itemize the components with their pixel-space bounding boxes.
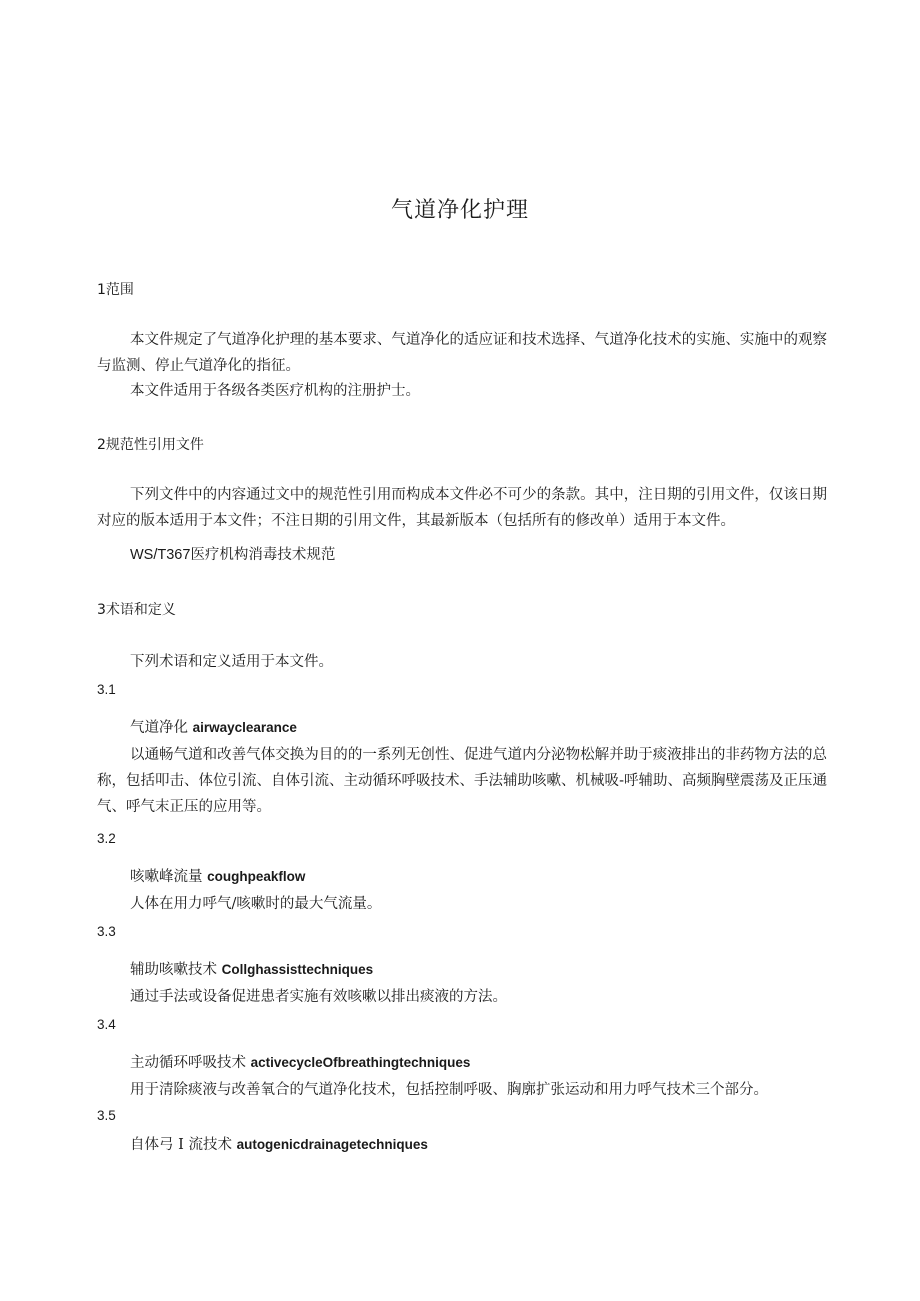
term-zh: 气道净化 [130, 720, 188, 736]
reference-item [130, 543, 335, 564]
term-zh: 辅助咳嗽技术 [130, 962, 217, 978]
normative-references-paragraph: 下列文件中的内容通过文中的规范性引用而构成本文件必不可少的条款。其中，注日期的引用文件，仅该日期对应的版本适用于本文件；不注日期的引用文件，其最新版本（包括所有的修改单）适用于本文件。 [97, 487, 827, 529]
term-en: activecycleOfbreathingtechniques [250, 1055, 471, 1070]
term-number: 3.2 [97, 831, 116, 846]
terms-intro: 下列术语和定义适用于本文件。 [130, 654, 333, 670]
term-zh: 自体弓 I 流技术 [130, 1137, 232, 1153]
term-title [130, 716, 297, 737]
reference-code: WS/T367 [130, 547, 191, 563]
document-title: 气道净化护理 [390, 198, 529, 223]
scope-applicability: 本文件适用于各级各类医疗机构的注册护士。 [130, 383, 420, 399]
term-title [130, 958, 373, 979]
term-number: 3.5 [97, 1108, 116, 1123]
term-zh: 咳嗽峰流量 [130, 869, 203, 885]
term-definition: 用于清除痰液与改善氧合的气道净化技术，包括控制呼吸、胸廓扩张运动和用力呼气技术三个部分。 [130, 1082, 768, 1098]
section-heading-scope: 1范围 [97, 282, 134, 298]
term-title [130, 1051, 470, 1072]
term-number: 3.1 [97, 682, 116, 697]
scope-paragraph: 本文件规定了气道净化护理的基本要求、气道净化的适应证和技术选择、气道净化技术的实施、实施中的观察与监测、停止气道净化的指征。 [97, 332, 827, 374]
section-heading-normative-references: 2规范性引用文件 [97, 437, 204, 453]
term-definition: 通过手法或设备促进患者实施有效咳嗽以排出痰液的方法。 [130, 989, 507, 1005]
term-number: 3.4 [97, 1017, 116, 1032]
term-zh: 主动循环呼吸技术 [130, 1055, 246, 1071]
term-definition: 人体在用力呼气/咳嗽时的最大气流量。 [130, 896, 382, 912]
term-en: airwayclearance [192, 720, 297, 735]
term-en: autogenicdrainagetechniques [236, 1137, 428, 1152]
section-heading-terms: 3术语和定义 [97, 602, 176, 618]
reference-title: 医疗机构消毒技术规范 [190, 547, 336, 563]
term-definition: 以通畅气道和改善气体交换为目的的一系列无创性、促进气道内分泌物松解并助于痰液排出的非药物方法的总称，包括叩击、体位引流、自体引流、主动循环呼吸技术、手法辅助咳嗽、机械吸-呼辅助、高频胸壁震荡及正压通气、呼气末正压的应用等。 [97, 747, 827, 815]
term-number: 3.3 [97, 924, 116, 939]
term-en: coughpeakflow [207, 869, 306, 884]
term-en: Collghassisttechniques [221, 962, 374, 977]
term-title [130, 1133, 428, 1154]
term-title [130, 865, 305, 886]
